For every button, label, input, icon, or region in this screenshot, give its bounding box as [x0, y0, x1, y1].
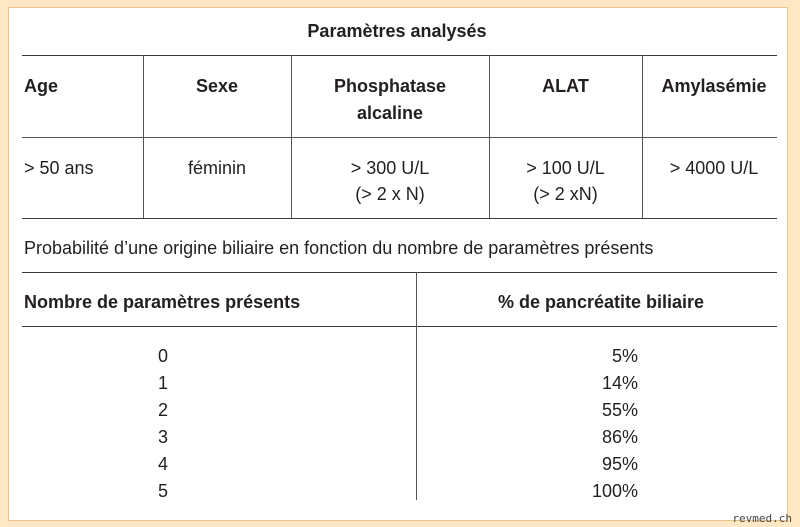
- value-age: > 50 ans: [24, 158, 94, 178]
- value-sexe: féminin: [187, 158, 247, 178]
- value-pal-line2: (> 2 x N): [355, 184, 425, 204]
- row-percent: 100%: [591, 481, 638, 501]
- row-percent: 86%: [601, 427, 638, 447]
- value-amylasemie: > 4000 U/L: [669, 158, 759, 178]
- row-count: 1: [157, 373, 168, 393]
- row-percent: 14%: [601, 373, 638, 393]
- header-nombre-parametres: Nombre de paramètres présents: [24, 292, 301, 312]
- table-row: [8, 479, 786, 506]
- results-table-body: [8, 344, 786, 506]
- row-count: 4: [157, 454, 168, 474]
- table-row: [8, 344, 786, 371]
- table-title: Paramètres analysés: [307, 21, 487, 41]
- divider: [22, 218, 777, 219]
- divider: [22, 272, 777, 273]
- value-pal-line1: > 300 U/L: [350, 158, 430, 178]
- divider: [22, 326, 777, 327]
- table-caption: Probabilité d’une origine biliaire en fonction du nombre de paramètres présents: [24, 238, 654, 258]
- row-count: 3: [157, 427, 168, 447]
- table-row: [8, 398, 786, 425]
- row-count: 5: [157, 481, 168, 501]
- watermark: revmed.ch: [732, 512, 792, 525]
- header-sexe: Sexe: [195, 76, 239, 96]
- table-row: [8, 425, 786, 452]
- header-phosphatase-line2: alcaline: [356, 103, 424, 123]
- header-phosphatase-line1: Phosphatase: [333, 76, 447, 96]
- row-count: 2: [157, 400, 168, 420]
- value-alat-line2: (> 2 xN): [533, 184, 598, 204]
- header-alat: ALAT: [542, 76, 589, 96]
- row-count: 0: [157, 346, 168, 366]
- header-pourcentage: % de pancréatite biliaire: [497, 292, 705, 312]
- header-age: Age: [24, 76, 59, 96]
- row-percent: 5%: [611, 346, 638, 366]
- row-percent: 95%: [601, 454, 638, 474]
- divider: [22, 55, 777, 56]
- row-percent: 55%: [601, 400, 638, 420]
- header-amylasemie: Amylasémie: [661, 76, 767, 96]
- table-row: [8, 371, 786, 398]
- table-row: [8, 452, 786, 479]
- divider: [22, 137, 777, 138]
- value-alat-line1: > 100 U/L: [526, 158, 605, 178]
